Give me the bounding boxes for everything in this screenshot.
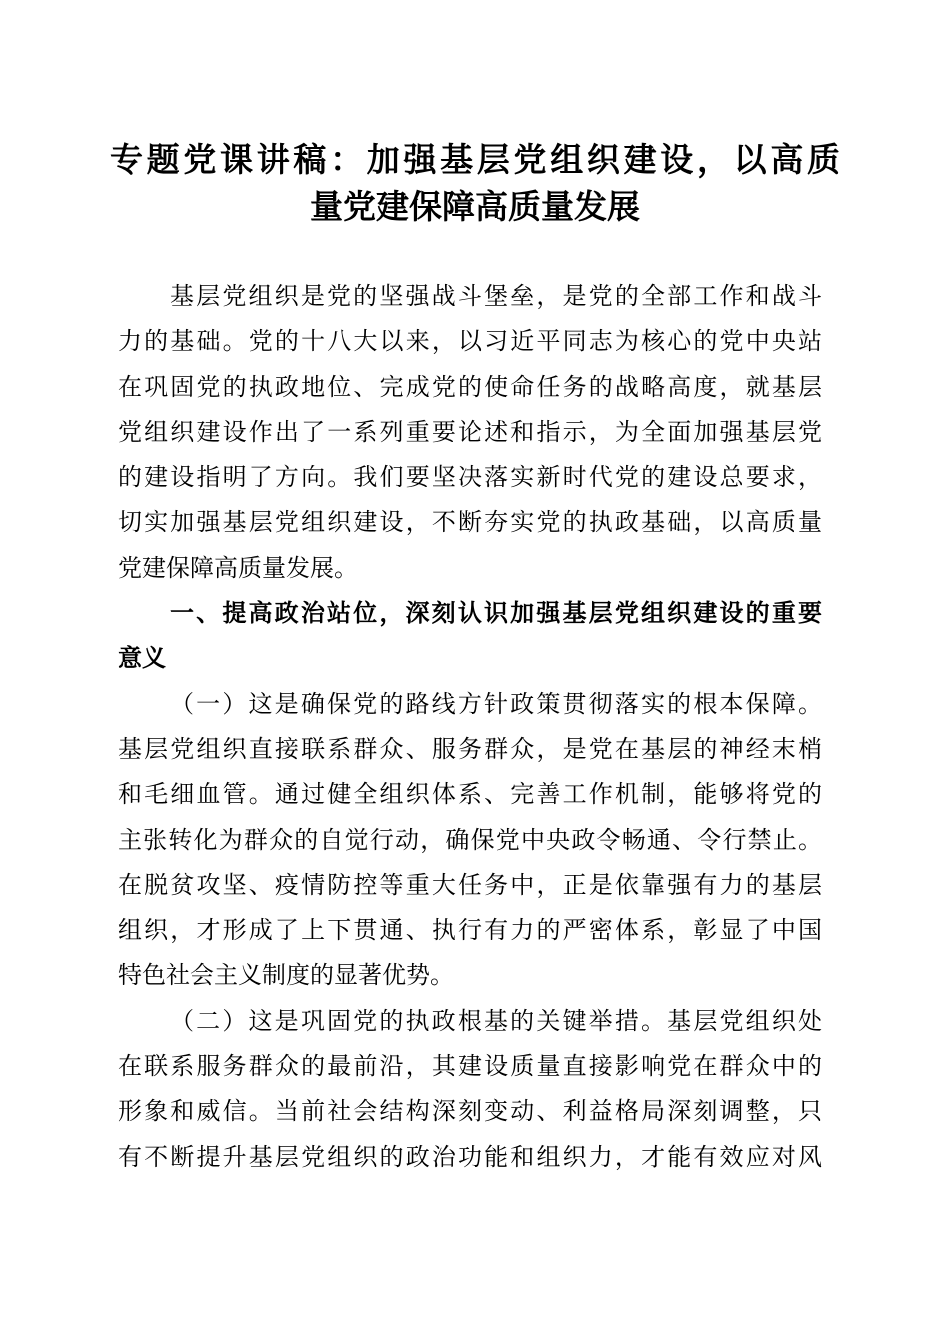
text-line: 基层党组织直接联系群众、服务群众，是党在基层的神经末梢	[118, 734, 822, 763]
text-line: 特色社会主义制度的显著优势。	[118, 961, 454, 990]
text-line: 在联系服务群众的最前沿，其建设质量直接影响党在群众中的	[118, 1052, 822, 1081]
document-body	[118, 274, 822, 1180]
text-line: 的建设指明了方向。我们要坚决落实新时代党的建设总要求，	[118, 463, 822, 492]
heading-line: 一、提高政治站位，深刻认识加强基层党组织建设的重要	[170, 599, 822, 628]
text-line: 有不断提升基层党组织的政治功能和组织力，才能有效应对风	[118, 1142, 822, 1171]
paragraph-2	[118, 999, 822, 1180]
intro-paragraph	[118, 274, 822, 591]
text-line: 党建保障高质量发展。	[118, 553, 358, 582]
paragraph-1	[118, 682, 822, 999]
text-line: 切实加强基层党组织建设，不断夯实党的执政基础，以高质量	[118, 508, 822, 537]
text-line: 组织，才形成了上下贯通、执行有力的严密体系，彰显了中国	[118, 916, 822, 945]
heading-line: 意义	[118, 644, 166, 673]
section-heading	[118, 591, 822, 682]
text-line: 形象和威信。当前社会结构深刻变动、利益格局深刻调整，只	[118, 1097, 822, 1126]
text-line: 力的基础。党的十八大以来，以习近平同志为核心的党中央站	[118, 327, 822, 356]
text-line: 党组织建设作出了一系列重要论述和指示，为全面加强基层党	[118, 417, 822, 446]
text-line: 在巩固党的执政地位、完成党的使命任务的战略高度，就基层	[118, 372, 822, 401]
text-line: 基层党组织是党的坚强战斗堡垒，是党的全部工作和战斗	[170, 282, 822, 310]
text-line: （一）这是确保党的路线方针政策贯彻落实的根本保障。	[170, 689, 822, 718]
document-title-line-2: 量党建保障高质量发展	[310, 187, 640, 226]
text-line: 在脱贫攻坚、疫情防控等重大任务中，正是依靠强有力的基层	[118, 870, 822, 899]
document-title-line-1: 专题党课讲稿：加强基层党组织建设，以高质	[110, 140, 840, 179]
text-line: 主张转化为群众的自觉行动，确保党中央政令畅通、令行禁止。	[118, 825, 822, 854]
text-line: 和毛细血管。通过健全组织体系、完善工作机制，能够将党的	[118, 780, 822, 809]
text-line: （二）这是巩固党的执政根基的关键举措。基层党组织处	[170, 1006, 822, 1035]
